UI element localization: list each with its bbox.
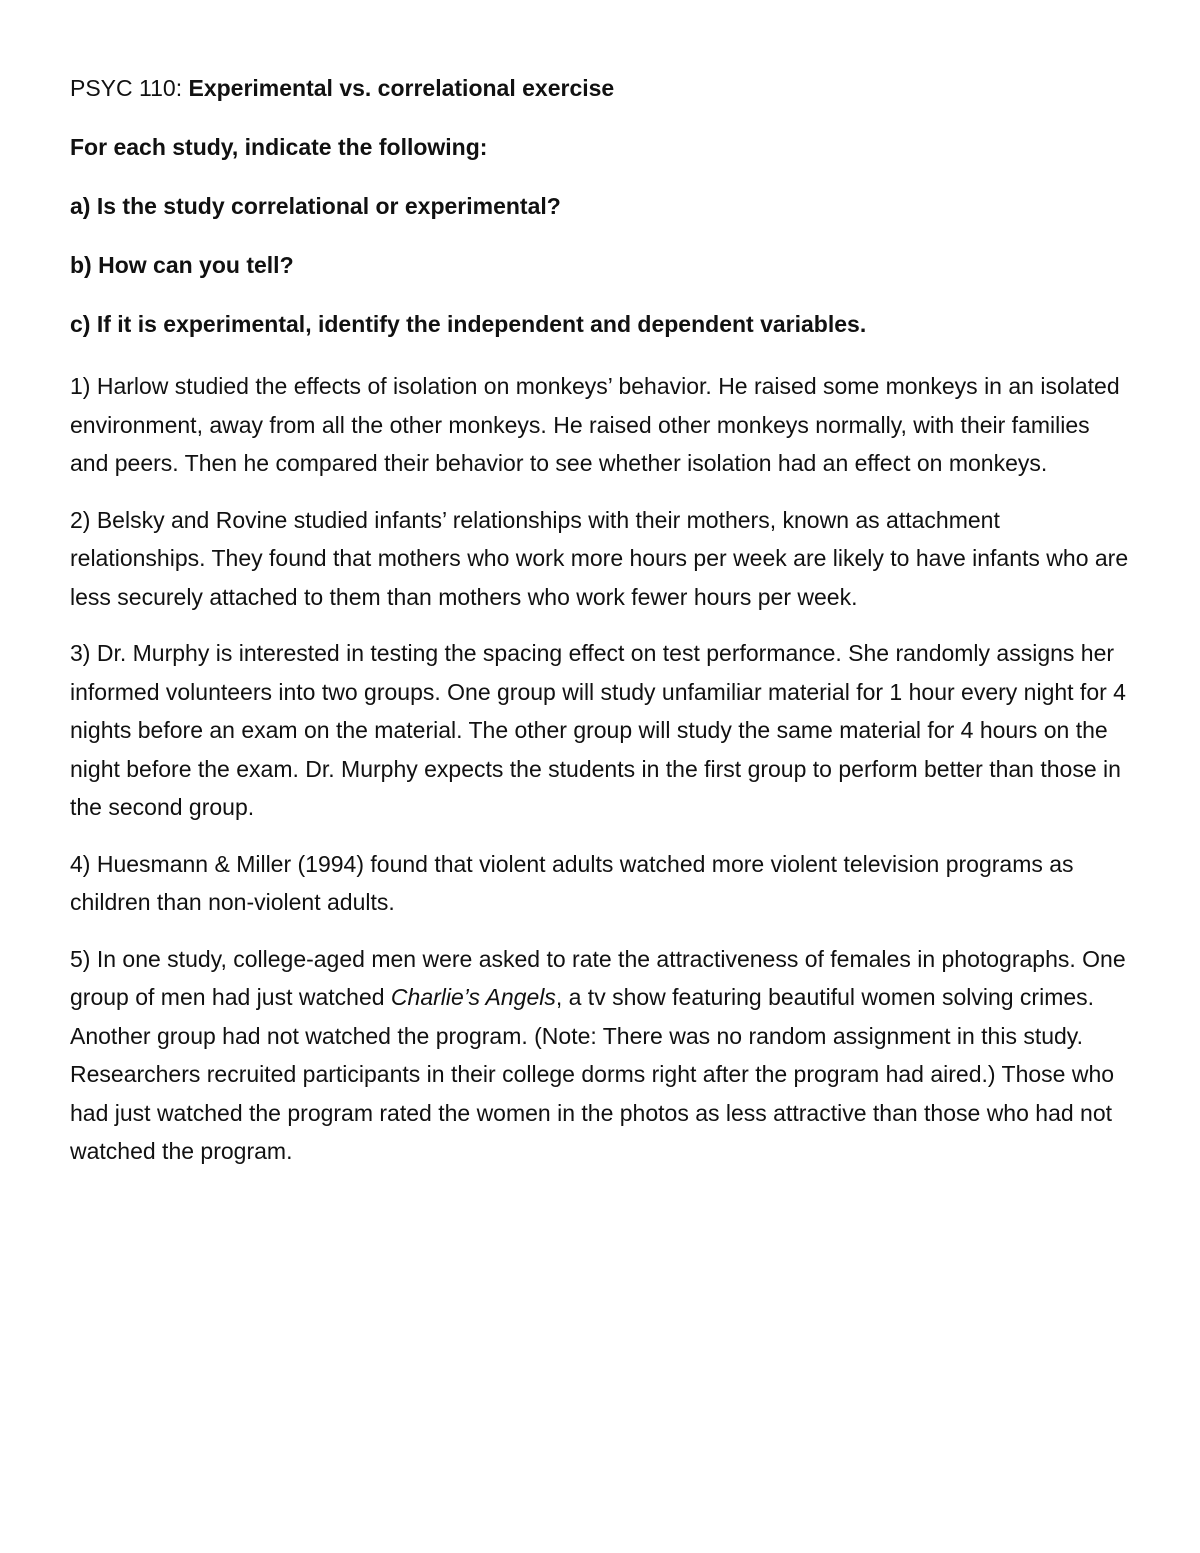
instruction-c: c) If it is experimental, identify the independent and dependent variables.	[70, 311, 867, 337]
study-3: 3) Dr. Murphy is interested in testing the spacing effect on test performance. She randomly assigns her informed volunteers into two groups. One group will study unfamiliar material for 1 hour every night for 4 nights before an exam on the material. The other group will study the same material for 4 hours on the night before the exam. Dr. Murphy expects the students in the first group to perform better than those in the second group.	[70, 640, 1126, 820]
document-title	[70, 72, 1130, 104]
study-5-after: , a tv show featuring beautiful women solving crimes. Another group had not watched the program. (Note: There was no random assignment in this study. Researchers recruited participants in their college dorms right after the program had aired.) Those who had just watched the program rated the women in the photos as less attractive than those who had not watched the program.	[70, 984, 1115, 1164]
study-5	[70, 940, 1130, 1171]
instruction-b: b) How can you tell?	[70, 252, 294, 278]
study-1: 1) Harlow studied the effects of isolation on monkeys’ behavior. He raised some monkeys in an isolated environment, away from all the other monkeys. He raised other monkeys normally, with their families and peers. Then he compared their behavior to see whether isolation had an effect on monkeys.	[70, 373, 1120, 476]
exercise-title: Experimental vs. correlational exercise	[188, 75, 615, 101]
study-2: 2) Belsky and Rovine studied infants’ relationships with their mothers, known as attachment relationships. They found that mothers who work more hours per week are likely to have infants who are less securely attached to them than mothers who work fewer hours per week.	[70, 506, 1129, 610]
course-code: PSYC 110:	[70, 75, 183, 101]
tv-show-title: Charlie’s Angels	[390, 984, 556, 1010]
study-5-before: 5) In one study, college-aged men were asked to rate the attractiveness of females in photographs. One group of men had just watched	[70, 945, 1126, 1010]
study-4: 4) Huesmann & Miller (1994) found that violent adults watched more violent television programs as children than non-violent adults.	[70, 850, 1074, 915]
instruction-a: a) Is the study correlational or experimental?	[70, 193, 561, 219]
document-page	[70, 72, 1130, 1189]
instructions-intro: For each study, indicate the following:	[70, 134, 488, 160]
